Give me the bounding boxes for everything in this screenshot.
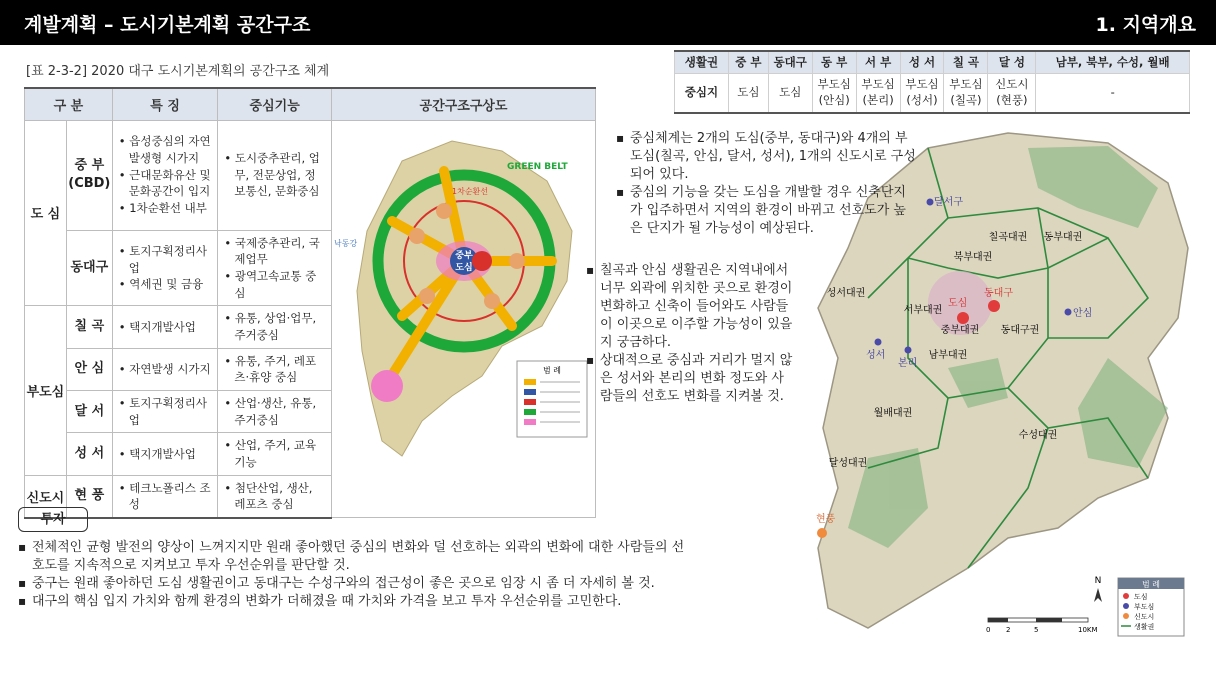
function-cell: • 국제중추관리, 국제업무 • 광역고속교통 중심 <box>218 230 332 306</box>
legend-item: 도심 <box>1134 593 1148 601</box>
poi-seongseo-dot <box>875 339 882 346</box>
hub-body-row <box>675 73 1190 113</box>
table-row <box>25 120 596 230</box>
bullet-item: ▪ 칠곡과 안심 생활권은 지역내에서 너무 외곽에 위치한 곳으로 환경이 변화하고 신축이 들어와도 사람들이 이곳으로 이주할 가능성이 있을 지 궁금하다. <box>586 262 796 352</box>
node <box>509 253 525 269</box>
map-district: 성서대권 <box>826 288 866 299</box>
header-bar <box>0 0 1216 45</box>
section-title: 1. 지역개요 <box>1095 14 1196 36</box>
poi-dosim: 도심 <box>948 298 968 309</box>
hub-cell: 도심 <box>768 73 812 113</box>
bullet-item: ▪ 상대적으로 중심과 거리가 멀지 않은 성서와 본리의 변화 정도와 사람들의 선호도 변화를 지켜볼 것. <box>586 352 796 406</box>
node <box>419 288 435 304</box>
hub-header-cell: 칠 곡 <box>944 51 988 73</box>
poi-dalseogu: 달서구 <box>934 197 963 208</box>
function-cell: • 산업, 주거, 교육기능 <box>218 433 332 475</box>
poi-ansim: 안심 <box>1073 308 1093 319</box>
scale-label: 5 <box>1034 626 1039 634</box>
function-cell: • 산업·생산, 유통, 주거중심 <box>218 390 332 432</box>
bullet-item: ▪ 중구는 원래 좋아하던 도심 생활권이고 동대구는 수성구와의 접근성이 좋은 곳으로 임장 시 좀 더 자세히 볼 것. <box>18 575 690 593</box>
table-caption: [표 2-3-2] 2020 대구 도시기본계획의 공간구조 체계 <box>26 64 330 79</box>
map-north-label: N <box>1094 576 1102 586</box>
hub-row-label: 중심지 <box>675 73 729 113</box>
node <box>484 293 500 309</box>
center-name: 동대구 <box>66 230 112 306</box>
group-budosim: 부도심 <box>25 306 67 475</box>
dongdaegu-node <box>472 251 492 271</box>
map-district: 수성대권 <box>1018 430 1058 441</box>
header-function: 중심기능 <box>218 88 332 120</box>
ring-road-label: 1차순환선 <box>451 186 488 196</box>
function-cell: • 첨단산업, 생산, 레포츠 중심 <box>218 475 332 518</box>
hub-cell: 도심 <box>728 73 768 113</box>
hub-header-cell: 동 부 <box>812 51 856 73</box>
poi-dongdaegu: 동대구 <box>984 288 1013 299</box>
node <box>409 228 425 244</box>
function-cell: • 도시중추관리, 업무, 전문상업, 정보통신, 문화중심 <box>218 120 332 230</box>
diagram-legend-title: 범 례 <box>542 365 561 375</box>
poi-bonri-dot <box>905 347 912 354</box>
map-district: 중부대권 <box>940 325 980 336</box>
center-name: 현 풍 <box>66 475 112 518</box>
bullet-item: ▪ 중심의 기능을 갖는 도심을 개발할 경우 신축단지가 입주하면서 지역의 환경이 바뀌고 선호도가 높은 단지가 될 가능성이 예상된다. <box>616 184 918 238</box>
center-label-2: 도심 <box>455 262 473 273</box>
map-district: 북부대권 <box>953 252 993 263</box>
feature-cell: • 읍성중심의 자연발생형 시가지 • 근대문화유산 및 문화공간이 입지 • 1차순환선 내부 <box>112 120 218 230</box>
bullet-item: ▪ 전체적인 균형 발전의 양상이 느껴지지만 원래 좋아했던 중심의 변화와 덜 선호하는 외곽의 변화에 대한 사람들의 선호도를 지속적으로 지켜보고 투자 우선순위를 판단할 것. <box>18 539 690 575</box>
table-header-row <box>25 88 596 120</box>
feature-cell: • 테크노폴리스 조성 <box>112 475 218 518</box>
map-district: 동대구권 <box>1000 325 1040 336</box>
hub-cell: - <box>1036 73 1190 113</box>
poi-ansim-dot <box>1065 309 1072 316</box>
feature-cell: • 자연발생 시가지 <box>112 348 218 390</box>
hub-cell: 부도심 (본리) <box>856 73 900 113</box>
feature-cell: • 토지구획정리사업 <box>112 390 218 432</box>
group-sindosi: 신도시 <box>25 475 67 518</box>
hub-header-cell: 서 부 <box>856 51 900 73</box>
spatial-diagram-cell <box>331 120 595 518</box>
legend-item: 부도심 <box>1134 603 1155 611</box>
north-arrow-icon <box>1094 588 1102 602</box>
legend-swatch-budosim <box>1123 603 1129 609</box>
outer-district-notes <box>586 262 796 406</box>
poi-bonri: 본리 <box>898 358 918 369</box>
scale-label: 10KM <box>1078 626 1098 634</box>
map-district: 남부대권 <box>928 350 968 361</box>
feature-cell: • 토지구획정리사업 • 역세권 및 금융 <box>112 230 218 306</box>
function-cell: • 유통, 주거, 레포츠·휴양 중심 <box>218 348 332 390</box>
scale-label: 2 <box>1006 626 1011 634</box>
map-scale-bar <box>986 618 1098 634</box>
hub-table <box>674 50 1190 114</box>
hub-header-cell: 생활권 <box>675 51 729 73</box>
center-name: 칠 곡 <box>66 306 112 348</box>
legend-swatch-dosim <box>1123 593 1129 599</box>
group-dosim: 도 심 <box>25 120 67 306</box>
map-district: 월배대권 <box>873 408 913 419</box>
hub-header-cell: 달 성 <box>988 51 1036 73</box>
poi-dalseogu-dot <box>927 199 934 206</box>
spatial-structure-table <box>24 87 596 519</box>
spatial-structure-diagram <box>332 121 594 481</box>
center-name: 중 부 (CBD) <box>66 120 112 230</box>
legend-item: 생활권 <box>1134 623 1155 631</box>
map-district: 동부대권 <box>1043 232 1083 243</box>
river-label: 낙동강 <box>333 238 358 248</box>
poi-hyeonpung-dot <box>817 528 827 538</box>
center-label-1: 중부 <box>455 250 473 261</box>
bullet-item: ▪ 중심체계는 2개의 도심(중부, 동대구)와 4개의 부도심(칠곡, 안심, 달서, 성서), 1개의 신도시로 구성되어 있다. <box>616 130 918 184</box>
legend-swatch-sindosi <box>1123 613 1129 619</box>
hub-cell: 부도심 (안심) <box>812 73 856 113</box>
bullet-item: ▪ 대구의 핵심 입지 가치와 함께 환경의 변화가 더해졌을 때 가치와 가격을 보고 투자 우선순위를 고민한다. <box>18 593 690 611</box>
poi-dongdaegu-dot <box>988 300 1000 312</box>
map-legend-title: 범 례 <box>1142 580 1160 589</box>
green-belt-label: GREEN BELT <box>506 161 568 172</box>
hub-header-cell: 남부, 북부, 수성, 월배 <box>1036 51 1190 73</box>
hyeonpung-node <box>371 370 403 402</box>
map-district: 서부대권 <box>903 305 943 316</box>
invest-notes <box>18 539 690 611</box>
header-diagram: 공간구조구상도 <box>331 88 595 120</box>
map-district: 달성대권 <box>828 458 868 469</box>
hub-header-cell: 동대구 <box>768 51 812 73</box>
feature-cell: • 택지개발사업 <box>112 433 218 475</box>
hub-cell: 부도심 (칠곡) <box>944 73 988 113</box>
node <box>436 203 452 219</box>
feature-cell: • 택지개발사업 <box>112 306 218 348</box>
function-cell: • 유통, 상업·업무, 주거중심 <box>218 306 332 348</box>
poi-dosim-dot <box>957 312 969 324</box>
legend-item: 신도시 <box>1134 613 1155 621</box>
poi-hyeonpung: 현풍 <box>816 514 836 525</box>
center-name: 성 서 <box>66 433 112 475</box>
hub-header-cell: 성 서 <box>900 51 944 73</box>
center-name: 달 서 <box>66 390 112 432</box>
hub-header-row <box>675 51 1190 73</box>
header-category: 구 분 <box>25 88 113 120</box>
hub-cell: 신도시 (현풍) <box>988 73 1036 113</box>
map-district: 칠곡대권 <box>988 232 1028 243</box>
poi-seongseo: 성서 <box>866 350 886 361</box>
invest-label: 투자 <box>18 507 88 532</box>
hub-header-cell: 중 부 <box>728 51 768 73</box>
page-title: 계발계획 – 도시기본계획 공간구조 <box>24 14 311 36</box>
center-name: 안 심 <box>66 348 112 390</box>
hub-cell: 부도심 (성서) <box>900 73 944 113</box>
center-system-notes <box>616 130 918 238</box>
scale-label: 0 <box>986 626 991 634</box>
header-feature: 특 징 <box>112 88 218 120</box>
